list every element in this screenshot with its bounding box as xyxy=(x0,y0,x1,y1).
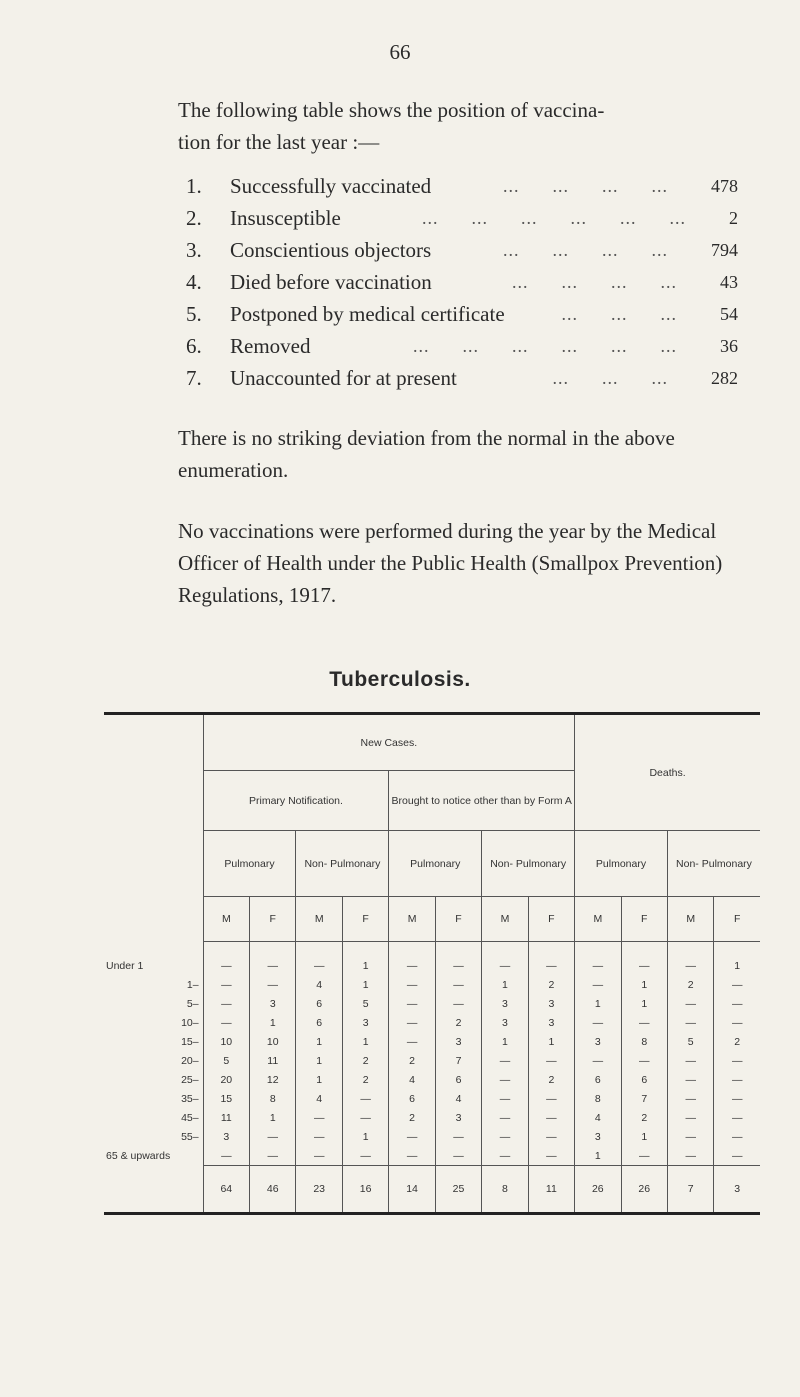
total-cell: 16 xyxy=(342,1166,388,1214)
table-cell: 5 xyxy=(342,994,388,1013)
table-cell: — xyxy=(296,956,342,975)
table-cell: 1 xyxy=(575,1146,621,1166)
table-row xyxy=(104,975,760,994)
table-cell: — xyxy=(342,1089,388,1108)
vaccination-item xyxy=(186,202,766,234)
vaccination-item-number: 6. xyxy=(186,334,202,358)
vaccination-item-value: 43 xyxy=(720,272,738,292)
table-cell: 4 xyxy=(296,1089,342,1108)
leader-dots: ... ... ... ... ... ... xyxy=(413,336,710,356)
table-cell: — xyxy=(528,1127,574,1146)
table-cell: 8 xyxy=(575,1089,621,1108)
deaths-non-pulmonary-header: Non- Pulmonary xyxy=(667,831,760,897)
table-cell: 6 xyxy=(389,1089,435,1108)
table-cell: 3 xyxy=(482,1013,528,1032)
table-cell: — xyxy=(667,956,713,975)
table-cell: — xyxy=(667,1013,713,1032)
table-cell: 1 xyxy=(342,1032,388,1051)
table-cell: 1 xyxy=(482,1032,528,1051)
table-cell: — xyxy=(528,1108,574,1127)
table-cell: — xyxy=(667,1089,713,1108)
age-group-label: 55– xyxy=(181,1130,199,1143)
table-cell: 1 xyxy=(342,956,388,975)
table-cell: 2 xyxy=(342,1070,388,1089)
total-cell: 25 xyxy=(435,1166,481,1214)
table-cell: — xyxy=(342,1108,388,1127)
table-cell: — xyxy=(482,1051,528,1070)
no-vaccinations-paragraph: No vaccinations were performed during the year by the Medical Officer of Health under the Public Health (Smallpox Prevention) Regulations, 1917. xyxy=(178,519,723,607)
total-cell: 3 xyxy=(714,1166,760,1214)
total-cell: 8 xyxy=(482,1166,528,1214)
table-cell: 3 xyxy=(575,1127,621,1146)
table-cell: 3 xyxy=(203,1127,249,1146)
table-cell: 5 xyxy=(667,1032,713,1051)
section-title-tuberculosis: Tuberculosis. xyxy=(329,668,471,691)
table-cell: — xyxy=(203,975,249,994)
male-column-header: M xyxy=(296,897,342,942)
age-group-label: 5– xyxy=(186,997,199,1010)
table-cell: 12 xyxy=(250,1070,296,1089)
vaccination-item xyxy=(186,234,766,266)
table-cell: 3 xyxy=(342,1013,388,1032)
table-cell: — xyxy=(389,994,435,1013)
table-cell: — xyxy=(667,994,713,1013)
table-cell: 6 xyxy=(435,1070,481,1089)
table-cell: 2 xyxy=(528,1070,574,1089)
table-cell: — xyxy=(250,956,296,975)
table-cell: — xyxy=(575,1051,621,1070)
deaths-header: Deaths. xyxy=(575,714,760,831)
table-cell: — xyxy=(575,1013,621,1032)
table-cell: — xyxy=(714,994,760,1013)
leader-dots: ... ... ... xyxy=(552,368,701,388)
table-cell: 3 xyxy=(575,1032,621,1051)
male-column-header: M xyxy=(389,897,435,942)
table-cell: — xyxy=(435,975,481,994)
vaccination-item-number: 7. xyxy=(186,366,202,390)
intro-paragraph xyxy=(178,94,758,158)
vaccination-item xyxy=(186,298,766,330)
table-cell: — xyxy=(667,1108,713,1127)
table-cell: — xyxy=(714,1051,760,1070)
vaccination-item xyxy=(186,266,766,298)
vaccination-item-label: Conscientious objectors xyxy=(230,238,432,262)
table-cell: — xyxy=(714,975,760,994)
table-cell: 11 xyxy=(250,1051,296,1070)
table-cell: 4 xyxy=(575,1108,621,1127)
table-cell: — xyxy=(250,975,296,994)
total-cell: 11 xyxy=(528,1166,574,1214)
table-cell: — xyxy=(575,975,621,994)
table-cell: 3 xyxy=(528,1013,574,1032)
table-cell: — xyxy=(435,1146,481,1166)
table-cell: — xyxy=(435,956,481,975)
table-row xyxy=(104,1127,760,1146)
table-cell: — xyxy=(203,956,249,975)
primary-notification-header: Primary Notification. xyxy=(203,771,389,831)
table-cell: — xyxy=(389,1127,435,1146)
table-cell: 11 xyxy=(203,1108,249,1127)
age-group-label: 20– xyxy=(181,1054,199,1067)
vaccination-item-value: 282 xyxy=(711,368,738,388)
table-row xyxy=(104,1013,760,1032)
male-column-header: M xyxy=(203,897,249,942)
table-cell: — xyxy=(621,956,667,975)
table-cell: 2 xyxy=(389,1051,435,1070)
table-cell: 15 xyxy=(203,1089,249,1108)
table-row xyxy=(104,1108,760,1127)
table-cell: — xyxy=(621,1146,667,1166)
table-cell: 8 xyxy=(250,1089,296,1108)
table-cell: — xyxy=(528,1089,574,1108)
total-cell: 23 xyxy=(296,1166,342,1214)
table-cell: 2 xyxy=(667,975,713,994)
table-cell: 6 xyxy=(621,1070,667,1089)
table-cell: — xyxy=(714,1070,760,1089)
vaccination-item-label: Postponed by medical certificate xyxy=(230,302,505,326)
table-cell: — xyxy=(435,994,481,1013)
table-cell: 1 xyxy=(342,975,388,994)
female-column-header: F xyxy=(714,897,760,942)
vaccination-item-label: Unaccounted for at present xyxy=(230,366,457,390)
table-cell: — xyxy=(389,1032,435,1051)
vaccination-item-label: Successfully vaccinated xyxy=(230,174,432,198)
table-cell: 2 xyxy=(528,975,574,994)
vaccination-list xyxy=(186,170,766,394)
table-cell: 5 xyxy=(203,1051,249,1070)
total-cell: 7 xyxy=(667,1166,713,1214)
totals-row xyxy=(104,1166,760,1214)
vaccination-item-label: Removed xyxy=(230,334,311,358)
age-header-cell xyxy=(104,714,203,942)
intro-line-1: The following table shows the position of vaccina- xyxy=(178,98,605,122)
table-cell: — xyxy=(342,1146,388,1166)
table-cell: 10 xyxy=(203,1032,249,1051)
table-cell: — xyxy=(482,1070,528,1089)
new-cases-header: New Cases. xyxy=(203,714,575,771)
table-cell: — xyxy=(203,1013,249,1032)
table-cell: — xyxy=(389,1146,435,1166)
table-cell: 1 xyxy=(342,1127,388,1146)
age-group-label: 65 & upwards xyxy=(106,1149,171,1162)
table-cell: — xyxy=(296,1127,342,1146)
table-cell: 2 xyxy=(435,1013,481,1032)
table-cell: — xyxy=(528,1051,574,1070)
female-column-header: F xyxy=(250,897,296,942)
brought-to-notice-header: Brought to notice other than by Form A xyxy=(389,771,575,831)
male-column-header: M xyxy=(482,897,528,942)
vaccination-item-value: 36 xyxy=(720,336,738,356)
table-cell: — xyxy=(203,994,249,1013)
table-row xyxy=(104,1089,760,1108)
table-cell: 1 xyxy=(296,1070,342,1089)
brought-pulmonary-header: Pulmonary xyxy=(389,831,482,897)
table-cell: 7 xyxy=(621,1089,667,1108)
table-cell: — xyxy=(482,1108,528,1127)
table-cell: 1 xyxy=(250,1013,296,1032)
table-row xyxy=(104,1146,760,1166)
table-cell: 1 xyxy=(621,994,667,1013)
brought-non-pulmonary-header: Non- Pulmonary xyxy=(482,831,575,897)
table-cell: — xyxy=(389,1013,435,1032)
table-cell: — xyxy=(389,975,435,994)
table-cell: — xyxy=(714,1146,760,1166)
age-group-label: 25– xyxy=(181,1073,199,1086)
table-cell: — xyxy=(714,1127,760,1146)
table-cell: 1 xyxy=(621,975,667,994)
vaccination-item-label: Insusceptible xyxy=(230,206,341,230)
table-cell: 1 xyxy=(250,1108,296,1127)
table-cell: — xyxy=(389,956,435,975)
vaccination-item xyxy=(186,362,766,394)
table-cell: — xyxy=(296,1108,342,1127)
vaccination-item-number: 4. xyxy=(186,270,202,294)
page-number: 66 xyxy=(389,40,411,64)
total-cell: 64 xyxy=(203,1166,249,1214)
deaths-pulmonary-header: Pulmonary xyxy=(575,831,668,897)
vaccination-item-number: 3. xyxy=(186,238,202,262)
vaccination-item xyxy=(186,330,766,362)
age-group-label: 15– xyxy=(181,1035,199,1048)
vaccination-item xyxy=(186,170,766,202)
table-cell: 7 xyxy=(435,1051,481,1070)
table-cell: 2 xyxy=(714,1032,760,1051)
vaccination-item-number: 1. xyxy=(186,174,202,198)
leader-dots: ... ... ... ... ... ... xyxy=(422,208,719,228)
table-cell: — xyxy=(482,1146,528,1166)
table-row xyxy=(104,956,760,975)
table-cell: 3 xyxy=(528,994,574,1013)
tuberculosis-table xyxy=(104,712,760,1215)
male-column-header: M xyxy=(575,897,621,942)
table-cell: — xyxy=(482,956,528,975)
table-cell: — xyxy=(250,1127,296,1146)
table-cell: 1 xyxy=(296,1051,342,1070)
vaccination-item-value: 794 xyxy=(711,240,738,260)
table-cell: — xyxy=(667,1070,713,1089)
vaccination-item-label: Died before vaccination xyxy=(230,270,432,294)
table-cell: 6 xyxy=(296,1013,342,1032)
table-cell: — xyxy=(575,956,621,975)
total-cell: 14 xyxy=(389,1166,435,1214)
tuberculosis-table-wrapper xyxy=(104,712,760,1215)
female-column-header: F xyxy=(528,897,574,942)
table-cell: 3 xyxy=(435,1032,481,1051)
table-cell: 2 xyxy=(342,1051,388,1070)
female-column-header: F xyxy=(621,897,667,942)
table-cell: 3 xyxy=(250,994,296,1013)
age-group-label: 35– xyxy=(181,1092,199,1105)
table-cell: 4 xyxy=(389,1070,435,1089)
table-cell: 1 xyxy=(528,1032,574,1051)
table-cell: — xyxy=(667,1127,713,1146)
table-cell: 2 xyxy=(621,1108,667,1127)
vaccination-item-value: 478 xyxy=(711,176,738,196)
age-group-label: Under 1 xyxy=(106,959,144,972)
primary-pulmonary-header: Pulmonary xyxy=(203,831,296,897)
table-cell: — xyxy=(714,1013,760,1032)
table-cell: — xyxy=(250,1146,296,1166)
deviation-paragraph: There is no striking deviation from the normal in the above enumeration. xyxy=(178,426,675,482)
total-cell: 46 xyxy=(250,1166,296,1214)
female-column-header: F xyxy=(435,897,481,942)
age-group-label: 1– xyxy=(186,978,199,991)
leader-dots: ... ... ... ... xyxy=(512,272,710,292)
table-cell: — xyxy=(667,1051,713,1070)
table-cell: — xyxy=(528,1146,574,1166)
leader-dots: ... ... ... ... xyxy=(503,176,701,196)
age-group-label: 45– xyxy=(181,1111,199,1124)
table-row xyxy=(104,1070,760,1089)
vaccination-item-value: 54 xyxy=(720,304,738,324)
age-group-label: 10– xyxy=(181,1016,199,1029)
primary-non-pulmonary-header: Non- Pulmonary xyxy=(296,831,389,897)
table-cell: — xyxy=(714,1089,760,1108)
total-cell: 26 xyxy=(575,1166,621,1214)
leader-dots: ... ... ... ... xyxy=(503,240,701,260)
total-cell: 26 xyxy=(621,1166,667,1214)
table-row xyxy=(104,1051,760,1070)
table-cell: 1 xyxy=(621,1127,667,1146)
table-cell: — xyxy=(435,1127,481,1146)
table-cell: 4 xyxy=(296,975,342,994)
table-cell: 1 xyxy=(482,975,528,994)
table-cell: — xyxy=(203,1146,249,1166)
vaccination-item-number: 2. xyxy=(186,206,202,230)
table-cell: — xyxy=(621,1013,667,1032)
table-cell: — xyxy=(482,1089,528,1108)
male-column-header: M xyxy=(667,897,713,942)
table-cell: 8 xyxy=(621,1032,667,1051)
table-cell: — xyxy=(482,1127,528,1146)
table-cell: 20 xyxy=(203,1070,249,1089)
table-row xyxy=(104,994,760,1013)
leader-dots: ... ... ... xyxy=(561,304,710,324)
table-cell: 2 xyxy=(389,1108,435,1127)
vaccination-item-value: 2 xyxy=(729,208,738,228)
table-cell: 3 xyxy=(435,1108,481,1127)
table-row xyxy=(104,1032,760,1051)
table-cell: 3 xyxy=(482,994,528,1013)
female-column-header: F xyxy=(342,897,388,942)
vaccination-item-number: 5. xyxy=(186,302,202,326)
table-cell: 1 xyxy=(575,994,621,1013)
table-cell: — xyxy=(621,1051,667,1070)
table-cell: — xyxy=(667,1146,713,1166)
table-cell: 6 xyxy=(575,1070,621,1089)
table-cell: 4 xyxy=(435,1089,481,1108)
table-cell: — xyxy=(296,1146,342,1166)
table-cell: — xyxy=(714,1108,760,1127)
intro-line-2: tion for the last year :— xyxy=(178,130,380,154)
table-cell: — xyxy=(528,956,574,975)
table-cell: 6 xyxy=(296,994,342,1013)
table-cell: 10 xyxy=(250,1032,296,1051)
table-cell: 1 xyxy=(714,956,760,975)
table-cell: 1 xyxy=(296,1032,342,1051)
